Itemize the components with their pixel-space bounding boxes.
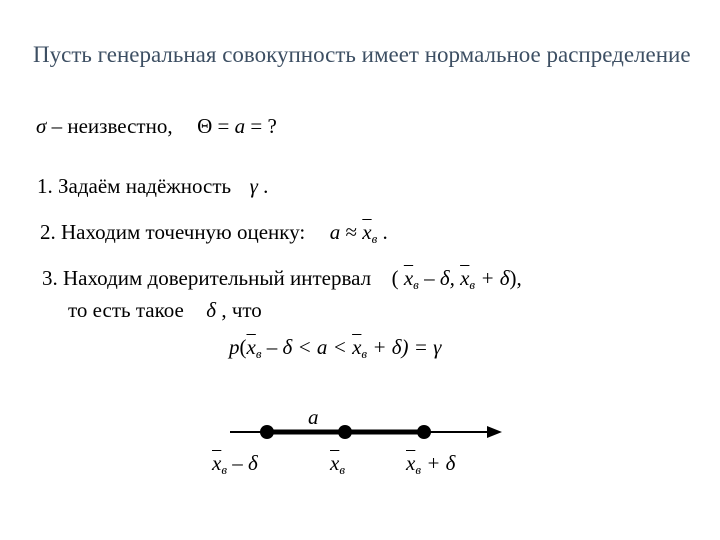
gamma-symbol: γ [249,174,258,198]
interval-sub1: в [413,277,419,292]
formula-open: ( [239,335,247,359]
axis-center-label [330,451,345,478]
formula-x2: $\overline{x}$ [352,335,362,359]
axis-right-sub: в [415,462,421,477]
formula-p: p [229,335,240,359]
interval-x2: $\overline{x}$ [460,266,470,290]
sigma-symbol: σ [36,114,47,138]
axis-left-label [212,451,258,478]
sample-mean-sub: в [371,231,378,246]
equals-sign: = [217,114,230,138]
formula-x1: $\overline{x}$ [246,335,256,359]
interval-open: ( [391,266,399,290]
sample-mean-x: $\overline{x}$ [362,220,372,244]
axis-a-label: a [308,405,319,429]
step-3-text: 3. Находим доверительный интервал [42,266,372,290]
such-that-prefix: то есть такое [68,298,184,322]
unknown-text: неизвестно, [67,114,173,138]
axis-right-label [406,451,455,478]
interval-plus: + δ [475,266,510,290]
such-that-suffix: , что [221,298,262,322]
interval-sub2: в [469,277,476,292]
axis-center-x: $\overline{x}$ [330,451,340,475]
equals-sign-2: = [250,114,263,138]
approx-sign: ≈ [345,220,358,244]
step-1-dot: . [263,174,269,198]
interval-close: ), [509,266,522,290]
formula-sub1: в [255,346,262,361]
slide-title: Пусть генеральная совокупность имеет нормальное распределение [33,42,691,67]
axis-left-tail: – δ [226,451,258,475]
interval-minus: – δ, [418,266,461,290]
left-endpoint-dot [260,425,274,439]
dash: – [51,114,63,138]
formula-mid1: – δ < a < [261,335,353,359]
step-1-text: 1. Задаём надёжность [37,174,232,198]
right-endpoint-dot [417,425,431,439]
center-dot [338,425,352,439]
step-2-dot: . [382,220,388,244]
axis-arrow-icon [487,426,502,438]
estimate-a: a [329,220,341,244]
axis-right-tail: + δ [420,451,456,475]
theta-symbol: Θ [197,114,213,138]
axis-center-sub: в [339,462,345,477]
formula-mid2: + δ) = γ [367,335,442,359]
step-2-text: 2. Находим точечную оценку: [40,220,306,244]
parameter-a: a [234,114,246,138]
interval-x1: $\overline{x}$ [403,266,414,290]
axis-left-sub: в [221,462,227,477]
question-mark: ? [267,114,277,138]
axis-left-x: $\overline{x}$ [212,451,222,475]
axis-right-x: $\overline{x}$ [406,451,416,475]
formula-sub2: в [361,346,368,361]
delta-symbol: δ [206,298,217,322]
